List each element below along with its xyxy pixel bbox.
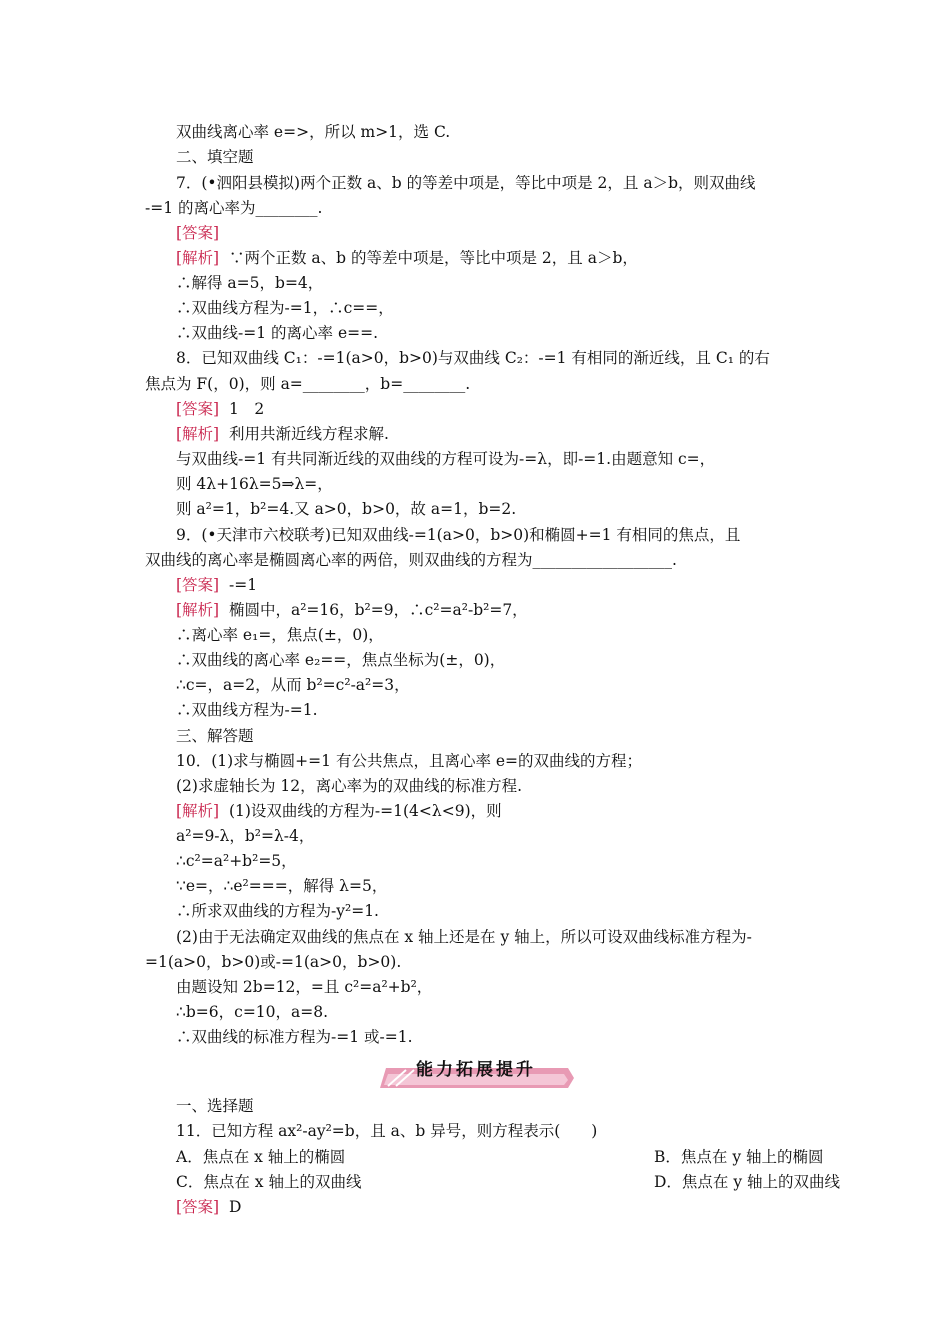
text-line: ∴解得 a=5，b=4， [176,274,324,292]
option-a: A．焦点在 x 轴上的椭圆 [176,1148,346,1166]
text-line: 则 a²=1，b²=4.又 a>0，b>0，故 a=1，b=2. [176,500,517,518]
text-line: 与双曲线-=1 有共同渐近线的双曲线的方程可设为-=λ，即-=1.由题意知 c=， [176,450,716,468]
text-line: 由题设知 2b=12，=且 c²=a²+b²， [176,978,433,996]
answer-line [176,573,846,598]
analysis-tag: [解析] [176,425,220,443]
analysis-line [176,598,846,623]
question-7: 7．(•泗阳县模拟)两个正数 a、b 的等差中项是，等比中项是 2，且 a＞b，则双曲线 [176,174,756,192]
text-line: 则 4λ+16λ=5⇒λ=， [176,475,333,493]
answer-value: -=1 [228,576,258,594]
text-line: ∴所求双曲线的方程为-y²=1. [176,902,379,920]
answer-label [176,221,846,246]
analysis-tag: [解析] [176,802,220,820]
text-line: a²=9-λ，b²=λ-4， [176,827,315,845]
text-line: ∴双曲线-=1 的离心率 e==. [176,324,379,342]
analysis-line [176,246,846,271]
text-line: 焦点为 F(，0)，则 a=________，b=________. [145,375,471,393]
text-line: -=1 的离心率为________. [145,199,323,217]
section-heading: 二、填空题 [176,148,254,166]
analysis-line [176,422,846,447]
text-line: ∴c²=a²+b²=5， [176,852,297,870]
text-line: (1)设双曲线的方程为-=1(4<λ<9)，则 [228,802,502,820]
options-row [176,1145,846,1170]
question-11: 11．已知方程 ax²-ay²=b，且 a、b 异号，则方程表示( ) [176,1122,598,1140]
section-heading: 一、选择题 [176,1097,254,1115]
option-c: C．焦点在 x 轴上的双曲线 [176,1173,362,1191]
answer-value: 1 2 [228,400,265,418]
text-line: 椭圆中，a²=16，b²=9，∴c²=a²-b²=7， [228,601,528,619]
text-line: ∴双曲线的离心率 e₂==，焦点坐标为(±，0)， [176,651,506,669]
answer-value: D [228,1198,242,1216]
question-10: 10．(1)求与椭圆+=1 有公共焦点，且离心率 e=的双曲线的方程； [176,752,643,770]
answer-tag: [答案] [176,224,220,242]
text-line: ∵e=，∴e²===，解得 λ=5， [176,877,388,895]
options-row [176,1170,846,1195]
question-8: 8．已知双曲线 C₁：-=1(a>0，b>0)与双曲线 C₂：-=1 有相同的渐近线，且 C₁ 的右 [176,349,770,367]
answer-tag: [答案] [176,576,220,594]
banner-title: 能力拓展提升 [416,1060,536,1080]
answer-tag: [答案] [176,400,220,418]
answer-line [176,1195,846,1220]
text-line: ∴离心率 e₁=，焦点(±，0)， [176,626,384,644]
section-banner [378,1058,574,1090]
text-line: =1(a>0，b>0)或-=1(a>0，b>0). [145,953,402,971]
analysis-tag: [解析] [176,249,220,267]
text-line: (2)求虚轴长为 12，离心率为的双曲线的标准方程. [176,777,523,795]
text-line: 双曲线离心率 e=>，所以 m>1，选 C. [176,123,451,141]
text-line: ∴双曲线方程为-=1. [176,701,318,719]
text-line: ∴c=，a=2，从而 b²=c²-a²=3， [176,676,410,694]
section-heading: 三、解答题 [176,727,254,745]
option-d: D．焦点在 y 轴上的双曲线 [654,1173,841,1191]
analysis-line [176,799,846,824]
text-line: ∴双曲线的标准方程为-=1 或-=1. [176,1028,413,1046]
text-line: ∴双曲线方程为-=1，∴c==， [176,299,394,317]
option-b: B．焦点在 y 轴上的椭圆 [654,1148,824,1166]
text-line: (2)由于无法确定双曲线的焦点在 x 轴上还是在 y 轴上，所以可设双曲线标准方程为- [176,928,752,946]
text-line: 双曲线的离心率是椭圆离心率的两倍，则双曲线的方程为__________________. [145,551,677,569]
analysis-tag: [解析] [176,601,220,619]
text-line: ∵两个正数 a、b 的等差中项是，等比中项是 2，且 a＞b， [228,249,638,267]
text-line: 利用共渐近线方程求解. [228,425,389,443]
text-line: ∴b=6，c=10，a=8. [176,1003,329,1021]
answer-tag: [答案] [176,1198,220,1216]
question-9: 9．(•天津市六校联考)已知双曲线-=1(a>0，b>0)和椭圆+=1 有相同的焦点，且 [176,526,741,544]
answer-line [176,397,846,422]
